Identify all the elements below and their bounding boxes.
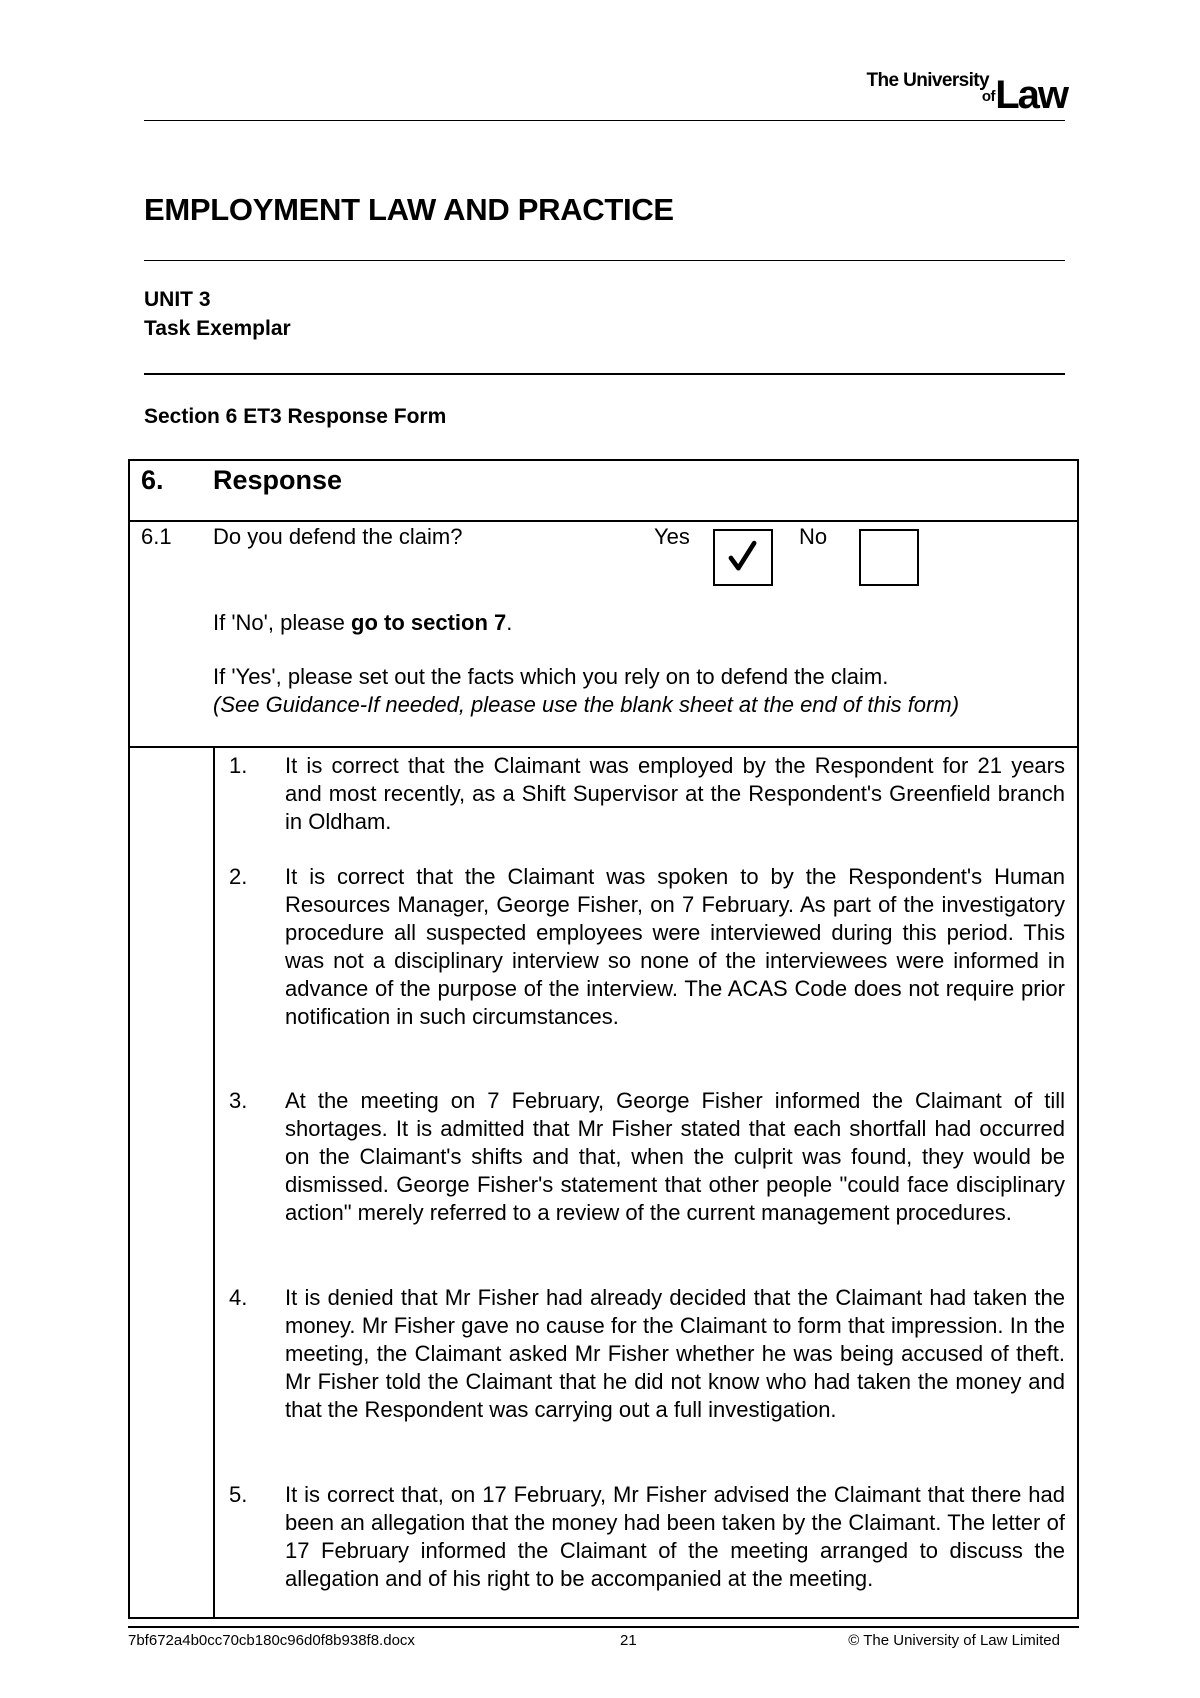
logo-text-law: Law — [995, 73, 1067, 117]
response-paragraph: 2. It is correct that the Claimant was spoken to by the Respondent's Human Resources Manager, George Fisher, on 7 February. As part of the investigatory procedure all suspected employees were interviewed during this period. This was not a disciplinary interview so none of the interviewees were informed in advance of the purpose of the interview. The ACAS Code does not require prior notification in such circumstances. — [229, 864, 1065, 1029]
if-no-instruction: If 'No', please go to section 7. — [213, 610, 513, 635]
logo-text-of: of — [981, 88, 995, 105]
response-paragraph: 3. At the meeting on 7 February, George Fisher informed the Claimant of till shortages. It is admitted that Mr Fisher stated that each shortfall had occurred on the Claimant's shifts and that, when the culprit was found, they would be dismissed. George Fisher's statement that other people "could face disciplinary action" merely referred to a review of the current management procedures. — [229, 1088, 1065, 1225]
logo-text-university: The University — [866, 70, 989, 91]
yes-label: Yes — [654, 524, 690, 549]
footer-divider — [128, 1626, 1079, 1628]
no-checkbox[interactable] — [859, 529, 919, 586]
task-label: Task Exemplar — [144, 317, 291, 340]
document-title: EMPLOYMENT LAW AND PRACTICE — [144, 192, 674, 227]
if-yes-instruction: If 'Yes', please set out the facts which you rely on to defend the claim. — [213, 664, 889, 689]
response-paragraph: 5. It is correct that, on 17 February, Mr Fisher advised the Claimant that there had been an allegation that the money had been taken by the Claimant. The letter of 17 February informed the Claimant of the meeting arranged to discuss the allegation and of his right to be accompanied at the meeting. — [229, 1482, 1065, 1591]
question-text: Do you defend the claim? — [213, 524, 463, 549]
et3-response-form — [128, 459, 1079, 1619]
response-paragraph: 4. It is denied that Mr Fisher had already decided that the Claimant had taken the money. Mr Fisher gave no cause for the Claimant to form that impression. In the meeting, the Claimant asked Mr Fisher whether he was being accused of theft. Mr Fisher told the Claimant that he did not know who had taken the money and that the Respondent was carrying out a full investigation. — [229, 1285, 1065, 1422]
response-paragraph: 1. It is correct that the Claimant was employed by the Respondent for 21 years and most recently, as a Shift Supervisor at the Respondent's Greenfield branch in Oldham. — [229, 753, 1065, 834]
unit-divider — [144, 373, 1065, 375]
footer-page-number: 21 — [620, 1632, 637, 1649]
yes-checkbox[interactable] — [713, 529, 773, 586]
footer-copyright: © The University of Law Limited — [848, 1632, 1060, 1649]
section-heading: Response — [213, 465, 343, 495]
response-text-area[interactable] — [213, 748, 1077, 1617]
section-title: Section 6 ET3 Response Form — [144, 405, 447, 428]
guidance-note: (See Guidance-If needed, please use the blank sheet at the end of this form) — [213, 692, 960, 717]
unit-label: UNIT 3 — [144, 288, 211, 311]
header-divider — [144, 120, 1065, 121]
no-label: No — [799, 524, 828, 549]
university-logo — [847, 64, 1067, 117]
checkmark-icon — [715, 531, 771, 584]
title-divider — [144, 260, 1065, 261]
section-number: 6. — [141, 465, 164, 495]
heading-divider — [130, 520, 1077, 522]
footer-filename: 7bf672a4b0cc70cb180c96d0f8b938f8.docx — [128, 1632, 415, 1649]
question-number: 6.1 — [141, 524, 172, 549]
